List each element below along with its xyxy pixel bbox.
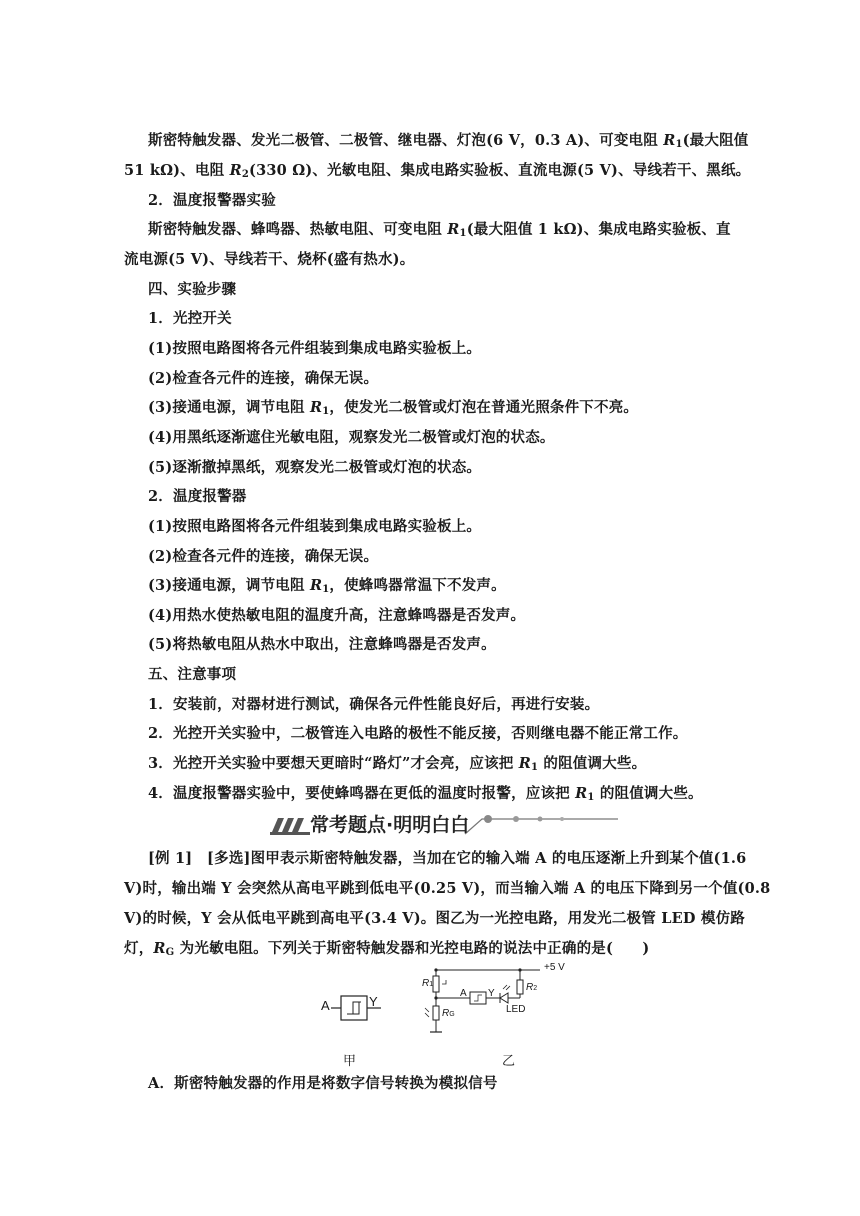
text-line: 3．光控开关实验中要想天更暗时“路灯”才会亮，应该把 $R_1$ 的阻值调大些。	[148, 755, 647, 773]
text-line: 斯密特触发器、蜂鸣器、热敏电阻、可变电阻 $R_1$(最大阻值 1 kΩ)、集成电路实验板、直	[148, 221, 731, 239]
output-label: Y	[369, 994, 378, 1009]
option-a: A．斯密特触发器的作用是将数字信号转换为模拟信号	[148, 1075, 498, 1092]
resistor-rg-label: RG	[442, 1008, 455, 1019]
text-line: 灯，$R_G$ 为光敏电阻。下列关于斯密特触发器和光控电路的说法中正确的是( )	[124, 940, 650, 958]
led-label: LED	[506, 1004, 526, 1015]
figure-caption-yi: 乙	[502, 1053, 516, 1068]
text-line: (3)接通电源，调节电阻 $R_1$，使发光二极管或灯泡在普通光照条件下不亮。	[148, 399, 639, 417]
section-heading: 五、注意事项	[148, 666, 237, 683]
text-line: (1)按照电路图将各元件组装到集成电路实验板上。	[148, 518, 482, 535]
text-line: 51 kΩ)、电阻 $R_2(330$ Ω)、光敏电阻、集成电路实验板、直流电源(5 V)、导线若干、黑纸。	[124, 162, 751, 180]
section-heading: 1．光控开关	[148, 310, 232, 327]
banner-title: 常考题点·明明白白	[310, 814, 470, 836]
text-line: (3)接通电源，调节电阻 $R_1$，使蜂鸣器常温下不发声。	[148, 577, 506, 595]
section-heading: 2．温度报警器	[148, 488, 247, 505]
resistor-r1-label: R1	[422, 978, 434, 989]
text-line: V)时，输出端 Y 会突然从高电平跳到低电平(0.25 V)，而当输入端 A 的电压下降到另一个值(0.8	[124, 880, 771, 897]
figure-yi-light-control-circuit	[420, 962, 580, 1042]
figure-jia-schmitt-trigger	[315, 988, 385, 1028]
text-line: 4．温度报警器实验中，要使蜂鸣器在更低的温度时报警，应该把 $R_1$ 的阻值调大些。	[148, 785, 703, 803]
text-line: (4)用热水使热敏电阻的温度升高，注意蜂鸣器是否发声。	[148, 607, 526, 624]
section-heading: 四、实验步骤	[148, 281, 237, 298]
text-line: (4)用黑纸逐渐遮住光敏电阻，观察发光二极管或灯泡的状态。	[148, 429, 555, 446]
trigger-input-label: A	[460, 988, 467, 999]
supply-label: +5 V	[544, 962, 565, 973]
text-line: (2)检查各元件的连接，确保无误。	[148, 370, 379, 387]
text-line: (5)将热敏电阻从热水中取出，注意蜂鸣器是否发声。	[148, 636, 496, 653]
light-control-circuit-icon	[420, 962, 580, 1042]
text-line: V)的时候，Y 会从低电平跳到高电平(3.4 V)。图乙为一光控电路，用发光二极管 LED 模仿路	[124, 910, 745, 927]
text-line: (2)检查各元件的连接，确保无误。	[148, 548, 379, 565]
resistor-r2-label: R2	[526, 982, 538, 993]
trigger-output-label: Y	[488, 988, 495, 999]
text-line: 1．安装前，对器材进行测试，确保各元件性能良好后，再进行安装。	[148, 696, 600, 713]
input-label: A	[321, 998, 330, 1013]
section-banner	[270, 812, 620, 838]
text-line: (1)按照电路图将各元件组装到集成电路实验板上。	[148, 340, 482, 357]
text-line: 斯密特触发器、发光二极管、二极管、继电器、灯泡(6 V，0.3 A)、可变电阻 $R_1$(最大阻值	[148, 132, 749, 150]
text-line: [例 1] [多选]图甲表示斯密特触发器，当加在它的输入端 A 的电压逐渐上升到某个值(1.6	[148, 850, 747, 867]
text-line: 流电源(5 V)、导线若干、烧杯(盛有热水)。	[124, 251, 415, 268]
text-line: (5)逐渐撤掉黑纸，观察发光二极管或灯泡的状态。	[148, 459, 482, 476]
section-heading: 2．温度报警器实验	[148, 192, 276, 209]
figure-caption-jia: 甲	[343, 1053, 357, 1068]
text-line: 2．光控开关实验中，二极管连入电路的极性不能反接，否则继电器不能正常工作。	[148, 725, 688, 742]
